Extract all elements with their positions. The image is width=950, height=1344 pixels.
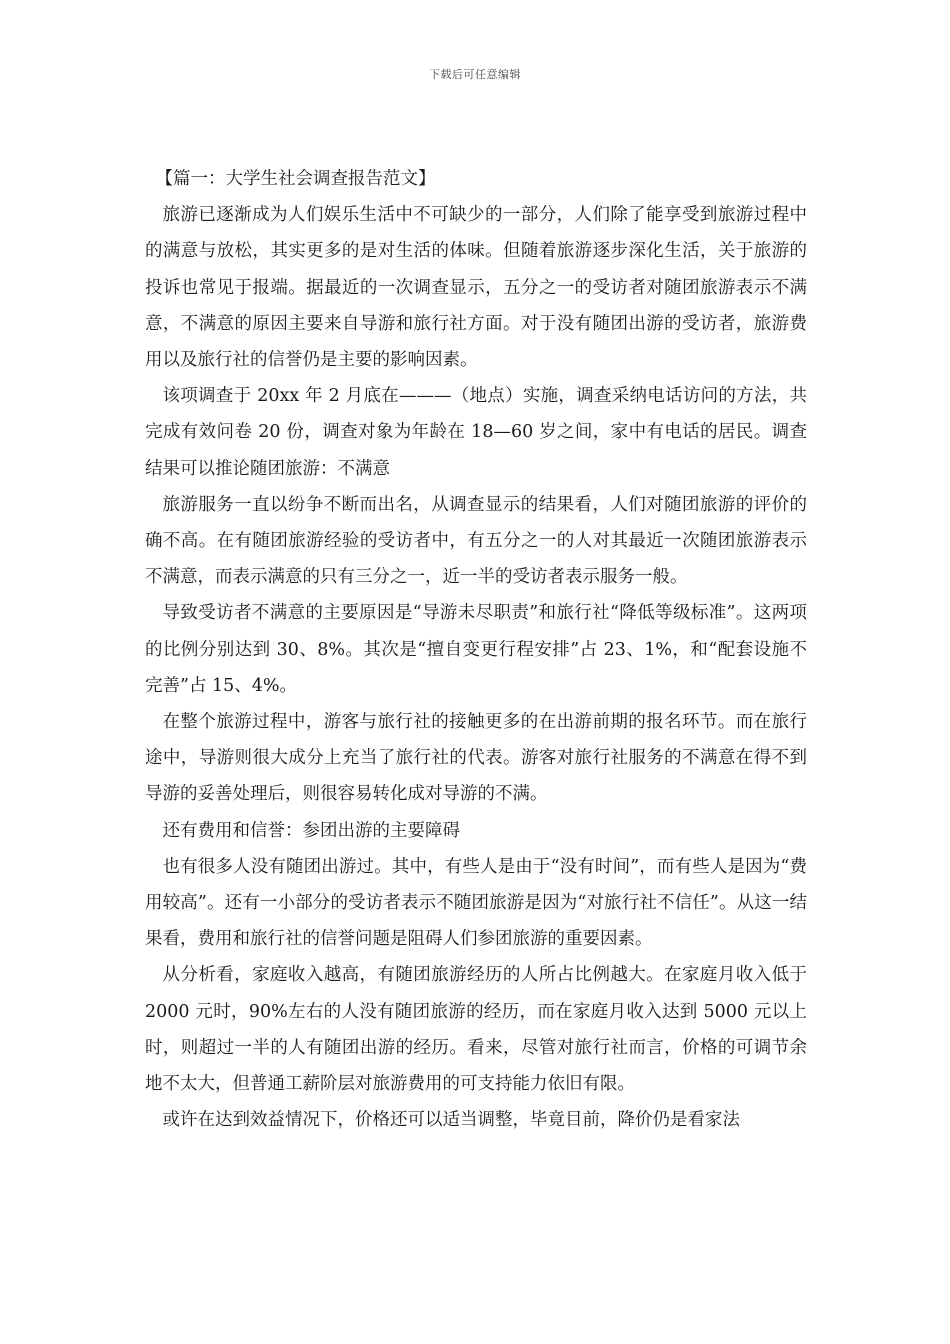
page-header-note: 下载后可任意编辑	[429, 68, 521, 81]
section-heading-cost-reputation: 还有费用和信誉：参团出游的主要障碍	[162, 820, 460, 841]
paragraph-intro: 旅游已逐渐成为人们娱乐生活中不可缺少的一部分，人们除了能享受到旅游过程中的满意与放松，其实更多的是对生活的体味。但随着旅游逐步深化生活，关于旅游的投诉也常见于报端。据最近的一次调查显示，五分之一的受访者对随团旅游表示不满意，不满意的原因主要来自导游和旅行社方面。对于没有随团出游的受访者，旅游费用以及旅行社的信誉仍是主要的影响因素。	[145, 205, 807, 371]
document-body	[145, 161, 807, 1138]
document-title: 【篇一：大学生社会调查报告范文】	[155, 169, 436, 189]
paragraph-service-dissatisfaction: 旅游服务一直以纷争不断而出名，从调查显示的结果看，人们对随团旅游的评价的确不高。在有随团旅游经验的受访者中，有五分之一的人对其最近一次随团旅游表示不满意，而表示满意的只有三分之一，近一半的受访者表示服务一般。	[145, 494, 807, 588]
paragraph-contact-process: 在整个旅游过程中，游客与旅行社的接触更多的在出游前期的报名环节。而在旅行途中，导游则很大成分上充当了旅行社的代表。游客对旅行社服务的不满意在得不到导游的妥善处理后，则很容易转化成对导游的不满。	[145, 712, 807, 805]
paragraph-not-joining: 也有很多人没有随团出游过。其中，有些人是由于“没有时间”，而有些人是因为“费用较高”。还有一小部分的受访者表示不随团旅游是因为“对旅行社不信任”。从这一结果看，费用和旅行社的信誉问题是阻碍人们参团旅游的重要因素。	[145, 856, 807, 950]
paragraph-income-analysis: 从分析看，家庭收入越高，有随团旅游经历的人所占比例越大。在家庭月收入低于 2000 元时，90%左右的人没有随团旅游的经历，而在家庭月收入达到 5000 元以上时，则超过一半的人有随团出游的经历。看来，尽管对旅行社而言，价格的可调节余地不太大，但普通工薪阶层对旅游费用的可支持能力依旧有限。	[145, 965, 807, 1095]
paragraph-main-reasons: 导致受访者不满意的主要原因是“导游未尽职责”和旅行社“降低等级标准”。这两项的比例分别达到 30、8%。其次是“擅自变更行程安排”占 23、1%，和“配套设施不完善”占 15、4%。	[145, 603, 807, 696]
paragraph-survey-method: 该项调查于 20xx 年 2 月底在———（地点）实施，调查采纳电话访问的方法，共完成有效问卷 20 份，调查对象为年龄在 18—60 岁之间，家中有电话的居民。调查结果可以推论随团旅游：不满意	[145, 386, 807, 479]
paragraph-price-adjustment: 或许在达到效益情况下，价格还可以适当调整，毕竟目前，降价仍是看家法	[162, 1110, 740, 1131]
